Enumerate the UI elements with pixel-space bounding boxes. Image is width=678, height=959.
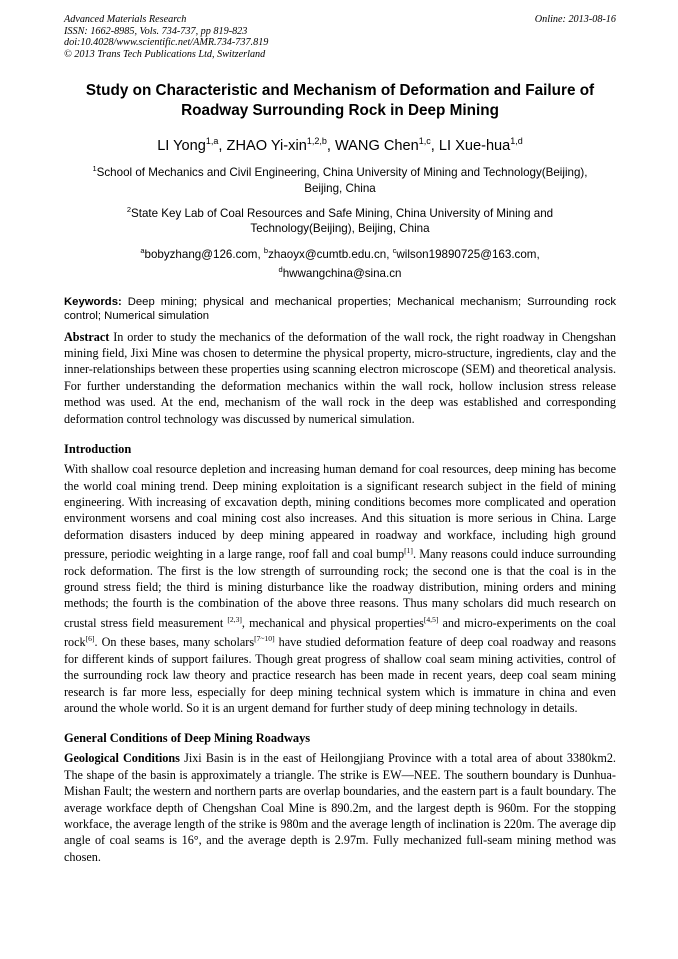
citation: [6] (85, 634, 95, 644)
intro-text: , mechanical and physical properties (241, 615, 424, 630)
email[interactable]: hwwangchina@sina.cn (282, 266, 402, 280)
email[interactable]: zhaoyx@cumtb.edu.cn, (268, 247, 393, 261)
author-name: LI Xue-hua (438, 138, 511, 155)
aff-sup: 2 (126, 205, 132, 215)
journal-name: Advanced Materials Research (64, 14, 187, 25)
geological-label: Geological Conditions (64, 751, 180, 766)
affiliation-1 (64, 161, 616, 196)
keywords-label: Keywords: (64, 295, 122, 308)
author-sup: 1,d (510, 136, 523, 147)
intro-text: . On these bases, many scholars (94, 635, 255, 650)
email[interactable]: wilson19890725@163.com, (396, 247, 540, 261)
author-sup: 1,a (205, 136, 219, 147)
author-emails (64, 243, 616, 281)
keywords-text: Deep mining; physical and mechanical properties; Mechanical mechanism; Surrounding rock control; Numerical simulation (64, 295, 616, 322)
author-name: ZHAO Yi-xin (226, 138, 307, 155)
email-sup: b (263, 245, 269, 255)
paper-page (64, 14, 616, 865)
online-date: Online: 2013-08-16 (534, 14, 616, 25)
keywords (64, 295, 616, 323)
citation: [4,5] (423, 614, 439, 624)
abstract (64, 329, 616, 427)
intro-text: and micro-experiments on the coal rock (64, 615, 616, 650)
email[interactable]: bobyzhang@126.com, (144, 247, 264, 261)
email-sup: a (140, 245, 145, 255)
author-sup: 1,c (418, 136, 431, 147)
section-heading-general-conditions: General Conditions of Deep Mining Roadways (64, 731, 311, 746)
copyright-line: © 2013 Trans Tech Publications Ltd, Switzerland (64, 48, 266, 60)
aff-sup: 1 (92, 164, 97, 174)
author-sep: , (430, 138, 439, 155)
issn-line: ISSN: 1662-8985, Vols. 734-737, pp 819-823 (64, 25, 248, 37)
citation: [7~10] (254, 634, 275, 644)
section-heading-introduction: Introduction (64, 442, 132, 457)
aff-line: State Key Lab of Coal Resources and Safe Mining, China University of Mining and (131, 206, 554, 220)
aff-line: Technology(Beijing), Beijing, China (250, 222, 430, 236)
abstract-text: In order to study the mechanics of the deformation of the wall rock, the right roadway in Chengshan mining field, Jixi Mine was chosen to determine the physical property, micro-structure, ingredients, clay and the inner-relationships between these properties using scanning electron microscope (SEM) and theoretical analysis. For further understanding the deformation mechanics within the wall rock, hollow inclusion stress release method was used. At the end, mechanism of the wall rock in the deep was established and corresponding deformation control technology was discussed by numerical simulation. (64, 329, 616, 426)
abstract-label: Abstract (64, 329, 110, 344)
author-sep: , (326, 138, 335, 155)
intro-text: have studied deformation feature of deep coal roadway and reasons for different kinds of support failures. Though great progress of shallow coal seam mining activities, control of the surrounding rock law theory and practice research has been made in recent years, deep coal seam mining research is far more less, especially for deep mining technical system which is immature in china and even around the whole world. So it is an urgent demand for further study of deep mining technology in details. (64, 635, 616, 715)
aff-line: Beijing, China (304, 181, 376, 195)
author-name: LI Yong (157, 138, 206, 155)
author-name: WANG Chen (334, 138, 419, 155)
author-list (64, 132, 616, 155)
introduction-paragraph (64, 461, 616, 716)
geological-conditions-paragraph (64, 750, 616, 865)
email-sup: d (278, 264, 283, 274)
affiliation-2 (64, 202, 616, 237)
journal-header (64, 14, 616, 60)
title-line-1: Study on Characteristic and Mechanism of Deformation and Failure of (85, 82, 595, 100)
geological-text: Jixi Basin is in the east of Heilongjiang Province with a total area of about 3380km2. The shape of the basin is approximately a triangle. The strike is EW—NEE. The southern boundary is Dunhua-Mishan Fault; the western and northern parts are overlap boundaries, and the eastern part is a fault boundary. The average workface depth of Chengshan Coal Mine is 890.2m, and the largest depth is 960m. For the stopping workface, the average length of the strike is 980m and the average length of inclination is 220m. The average dip angle of coal seams is 16°, and the average depth is 2.97m. Fully mechanized full-seam mining method was chosen. (64, 751, 616, 864)
citation: [2,3] (227, 614, 242, 624)
author-sup: 1,2,b (306, 136, 327, 147)
author-sep: , (218, 138, 227, 155)
title-line-2: Roadway Surrounding Rock in Deep Mining (181, 102, 499, 120)
aff-line: School of Mechanics and Civil Engineering, China University of Mining and Technology(Beijing), (96, 166, 588, 180)
intro-text: With shallow coal resource depletion and increasing human demand for coal resources, deep mining has become the world coal mining trend. Deep mining exploitation is a significant research subject in the field of mining engineering. With increasing of excavation depth, mining conditions becomes more complicated and operation environment worsens and coal mining cost also increases. And this situation is more serious in China. Large deformation disasters induced by deep mining appeared in roadway and workface, including high ground pressure, periodic weighting in a large range, roof fall and coal bump (64, 462, 616, 562)
email-sup: c (392, 245, 397, 255)
citation: [1] (404, 546, 413, 556)
doi-line: doi:10.4028/www.scientific.net/AMR.734-737.819 (64, 37, 269, 49)
intro-text: . Many reasons could induce surrounding rock deformation. The first is the low strength of surrounding rock; the second one is that the coal is in the ground stress field; the third is mining disturbance like the roadway distribution, mining orders and mining methods; the fourth is the combination of the above three reasons. Thus many scholars did much research on crustal stress field measurement (64, 547, 617, 630)
paper-title (64, 81, 616, 121)
